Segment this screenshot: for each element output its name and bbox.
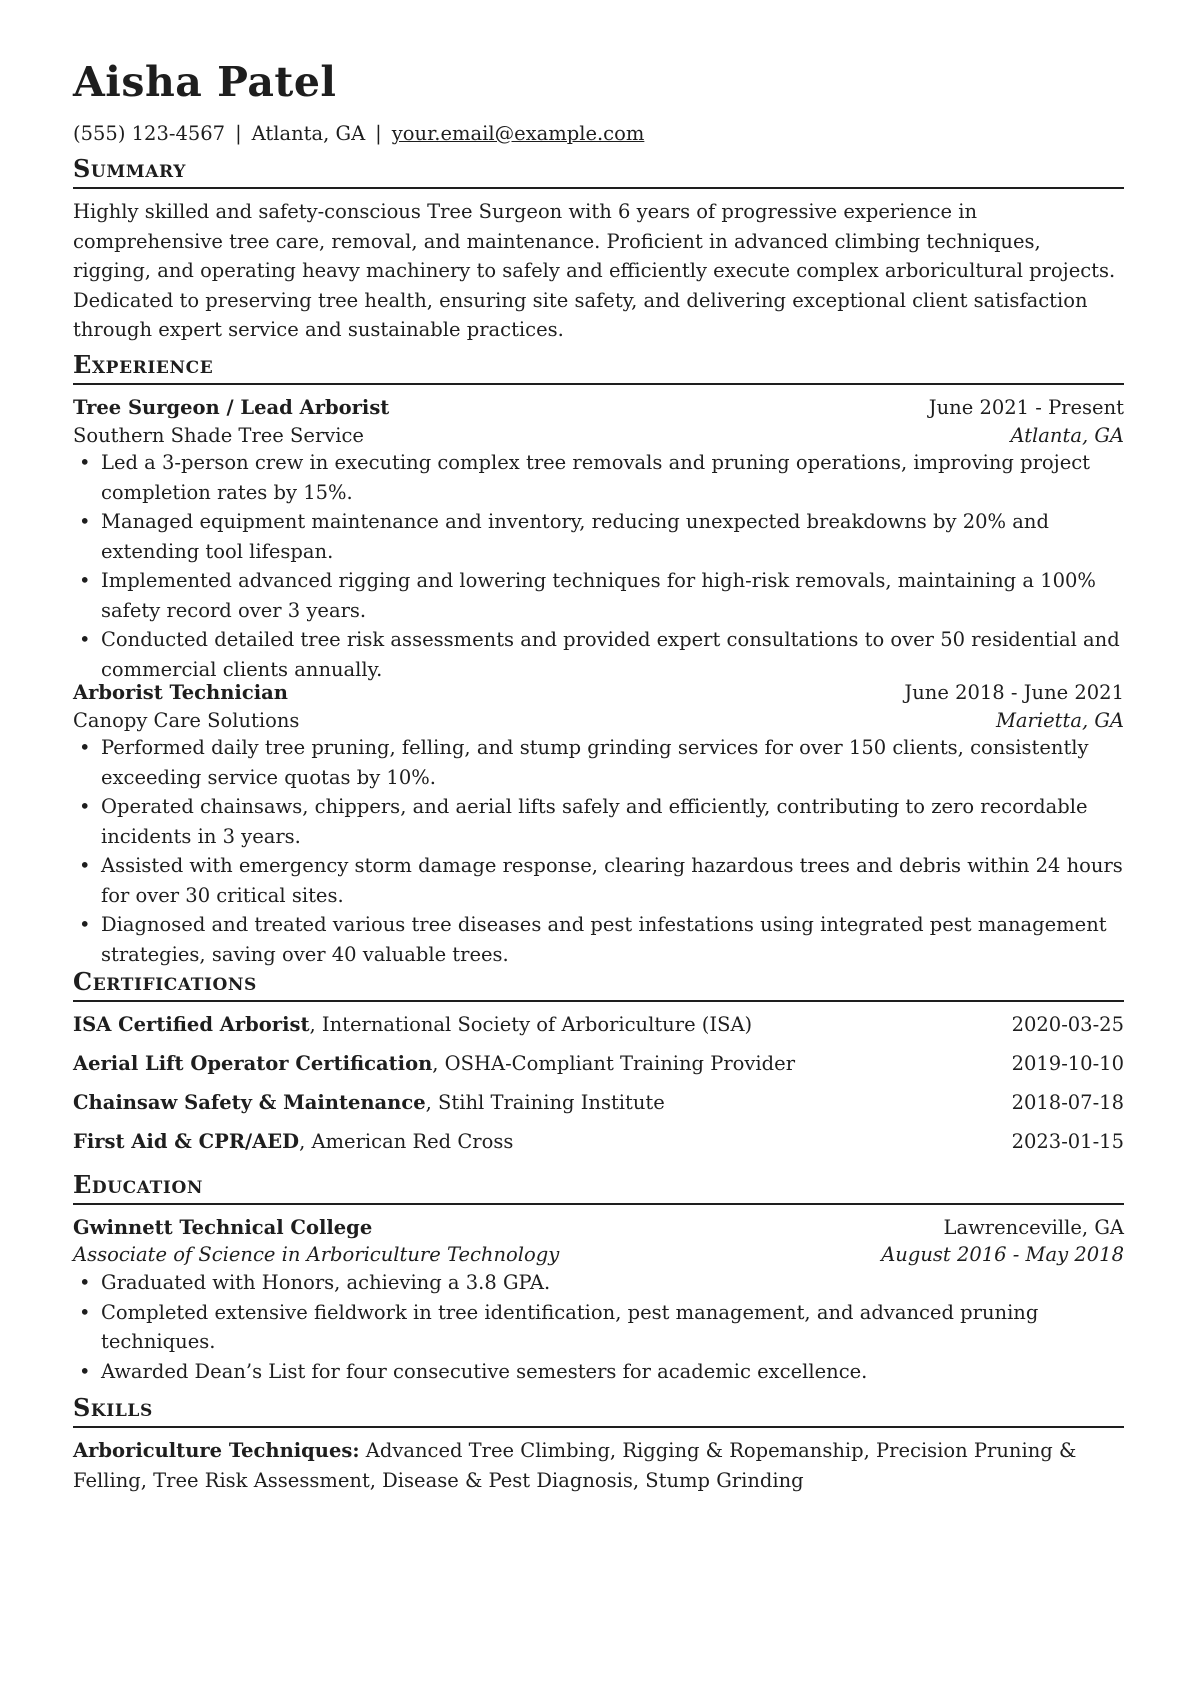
summary-text: Highly skilled and safety-conscious Tree Surgeon with 6 years of progressive experience in comprehensive tree care, removal, and maintenance. Proficient in advanced climbing techniques, rigging, and operating heavy machinery to safely and efficiently execute complex arboricultural projects. Dedicated to preserving tree health, ensuring site safety, and delivering exceptional client satisfaction through expert service and sustainable practices.	[73, 200, 1116, 341]
section-heading-education: Education	[73, 1170, 1124, 1205]
skills-category: Arboriculture Techniques:	[73, 1439, 360, 1462]
email-link[interactable]: your.email@example.com	[391, 122, 645, 145]
certification-row	[73, 1010, 1124, 1039]
job-bullets	[73, 733, 1124, 969]
job-dates: June 2021 - Present	[928, 396, 1124, 419]
list-item: • Assisted with emergency storm damage response, clearing hazardous trees and debris within 24 hours for over 30 critical sites.	[73, 851, 1124, 910]
skills-list: Advanced Tree Climbing, Rigging & Ropemanship, Precision Pruning & Felling, Tree Risk Assessment, Disease & Pest Diagnosis, Stump Grinding	[73, 1439, 1077, 1492]
certification-row	[73, 1088, 1124, 1117]
job-location: Atlanta, GA	[1010, 424, 1124, 447]
certification-name: First Aid & CPR/AED	[73, 1130, 300, 1153]
job-company-row	[73, 706, 1124, 735]
job-company-row	[73, 421, 1124, 450]
contact-line	[73, 122, 644, 145]
list-item: • Conducted detailed tree risk assessments and provided expert consultations to over 50 residential and commercial clients annually.	[73, 625, 1124, 684]
certification-issuer: , American Red Cross	[299, 1130, 514, 1153]
certification-name: ISA Certified Arborist	[73, 1013, 310, 1036]
contact-separator: |	[375, 122, 382, 145]
education-bullets	[73, 1268, 1124, 1386]
certification-issuer: , OSHA-Compliant Training Provider	[432, 1052, 796, 1075]
list-item: • Led a 3-person crew in executing complex tree removals and pruning operations, improving project completion rates by 15%.	[73, 448, 1124, 507]
job-location: Marietta, GA	[995, 709, 1124, 732]
certification-row	[73, 1049, 1124, 1078]
job-bullets	[73, 448, 1124, 684]
candidate-name: Aisha Patel	[73, 58, 337, 106]
section-heading-certifications: Certifications	[73, 967, 1124, 1002]
list-item: • Graduated with Honors, achieving a 3.8 GPA.	[73, 1268, 1124, 1298]
list-item: • Implemented advanced rigging and lowering techniques for high-risk removals, maintaining a 100% safety record over 3 years.	[73, 566, 1124, 625]
section-heading-experience: Experience	[73, 350, 1124, 385]
certification-issuer: , Stihl Training Institute	[425, 1091, 665, 1114]
contact-separator: |	[235, 122, 242, 145]
certification-date: 2020-03-25	[1011, 1013, 1124, 1036]
section-heading-skills: Skills	[73, 1393, 1124, 1428]
section-heading-summary: Summary	[73, 154, 1124, 189]
school-name: Gwinnett Technical College	[73, 1216, 373, 1239]
job-title: Tree Surgeon / Lead Arborist	[73, 396, 390, 419]
education-degree-row	[73, 1240, 1124, 1269]
certification-name: Chainsaw Safety & Maintenance	[73, 1091, 426, 1114]
certification-name: Aerial Lift Operator Certification	[73, 1052, 433, 1075]
list-item: • Performed daily tree pruning, felling, and stump grinding services for over 150 clients, consistently exceeding service quotas by 10%.	[73, 733, 1124, 792]
list-item: • Operated chainsaws, chippers, and aerial lifts safely and efficiently, contributing to zero recordable incidents in 3 years.	[73, 792, 1124, 851]
job-company: Southern Shade Tree Service	[73, 424, 364, 447]
education-dates: August 2016 - May 2018	[881, 1243, 1124, 1266]
certification-issuer: , International Society of Arboriculture (ISA)	[309, 1013, 753, 1036]
job-title: Arborist Technician	[73, 681, 288, 704]
location: Atlanta, GA	[251, 122, 366, 145]
degree-name: Associate of Science in Arboriculture Technology	[73, 1243, 560, 1266]
phone-number: (555) 123-4567	[73, 122, 226, 145]
job-dates: June 2018 - June 2021	[904, 681, 1124, 704]
certification-date: 2018-07-18	[1011, 1091, 1124, 1114]
list-item: • Awarded Dean’s List for four consecutive semesters for academic excellence.	[73, 1357, 1124, 1387]
list-item: • Completed extensive fieldwork in tree identification, pest management, and advanced pruning techniques.	[73, 1298, 1124, 1357]
certification-row	[73, 1127, 1124, 1156]
skills-text	[73, 1436, 1124, 1495]
certification-date: 2023-01-15	[1011, 1130, 1124, 1153]
list-item: • Managed equipment maintenance and inventory, reducing unexpected breakdowns by 20% and extending tool lifespan.	[73, 507, 1124, 566]
education-header	[73, 1213, 1124, 1242]
job-header	[73, 393, 1124, 422]
certification-date: 2019-10-10	[1011, 1052, 1124, 1075]
school-location: Lawrenceville, GA	[943, 1216, 1124, 1239]
job-header	[73, 678, 1124, 707]
job-company: Canopy Care Solutions	[73, 709, 300, 732]
list-item: • Diagnosed and treated various tree diseases and pest infestations using integrated pest management strategies, saving over 40 valuable trees.	[73, 910, 1124, 969]
